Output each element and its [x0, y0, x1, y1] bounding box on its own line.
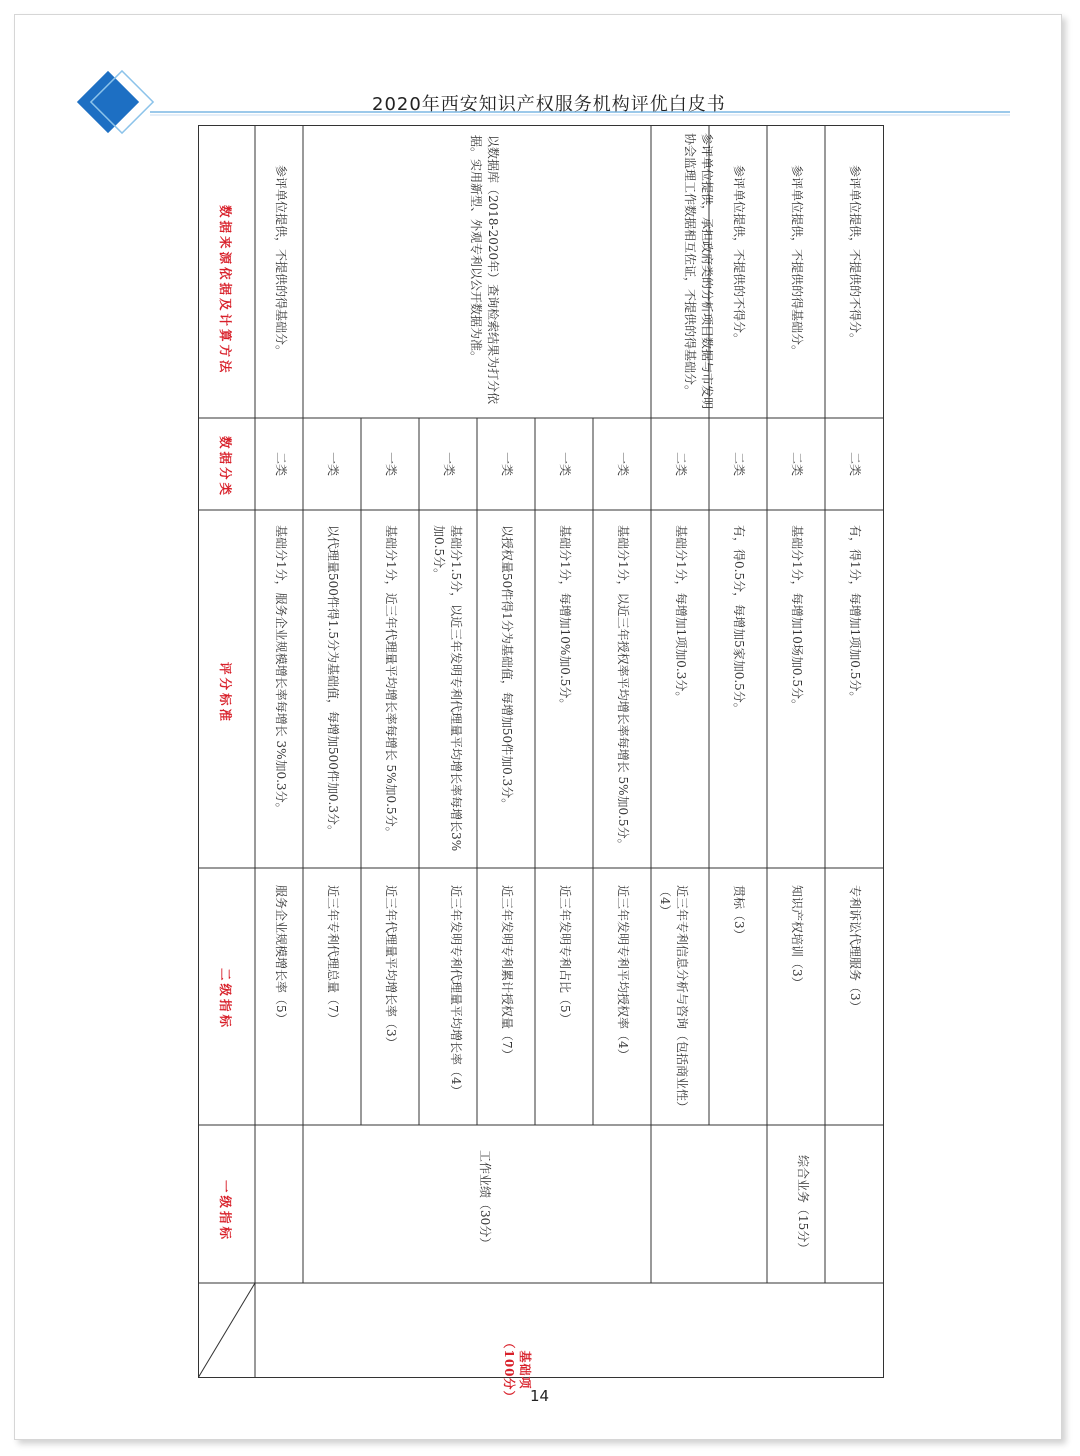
source-note: 参评单位提供，不提供的不得分。 — [848, 165, 862, 346]
row-category: 一类 — [558, 452, 572, 477]
row-category: 一类 — [384, 452, 398, 477]
group-work: 工作业绩（30分） — [478, 1150, 492, 1250]
row-indicator: 服务企业规模增长率（5） — [274, 885, 288, 1025]
row-indicator: 近三年发明专利占比（5） — [558, 885, 572, 1025]
row-indicator: 专利诉讼代理服务（3） — [848, 885, 862, 1013]
row-indicator: 近三年代理量平均增长率（3） — [384, 885, 398, 1049]
row-category: 二类 — [848, 452, 862, 477]
source-note: 参评单位提供，不提供的得基础分。 — [790, 165, 804, 358]
page-number: 14 — [530, 1387, 550, 1405]
row-category: 二类 — [790, 452, 804, 477]
row-indicator: 知识产权培训（3） — [790, 885, 804, 989]
row-criteria: 有，得0.5分，每增加5家加0.5分。 — [732, 525, 746, 715]
row-criteria: 基础分1分，近三年代理量平均增长率每增长 5%加0.5分。 — [384, 525, 398, 839]
row-criteria: 基础分1分，以近三年授权率平均增长率每增长 5%加0.5分。 — [616, 525, 630, 851]
table-grid — [198, 125, 884, 1378]
section-name: 基础项 — [518, 1350, 532, 1390]
row-indicator: 近三年发明专利累计授权量（7） — [500, 885, 514, 1061]
row-category: 一类 — [616, 452, 630, 477]
header-level1-cell — [198, 1125, 255, 1283]
source-note: 参评单位提供，不提供的得基础分。 — [274, 165, 288, 358]
section-cell — [501, 1310, 533, 1430]
row-category: 一类 — [500, 452, 514, 477]
row-category: 一类 — [442, 452, 456, 477]
header-level1: 一级指标 — [218, 1180, 233, 1243]
row-criteria: 基础分1分，每增加1项加0.3分。 — [674, 525, 688, 704]
section-score: （100分） — [502, 1336, 516, 1404]
row-indicator: 近三年专利代理总量（7） — [326, 885, 340, 1025]
blue-diamond-icon — [77, 71, 139, 133]
row-criteria: 基础分1分，服务企业规模增长率每增长 3%加0.3分。 — [274, 525, 288, 815]
document-title: 2020年西安知识产权服务机构评优白皮书 — [372, 94, 726, 115]
row-criteria: 以代理量500件得1.5分为基础值，每增加500件加0.3分。 — [326, 525, 340, 837]
row-criteria: 基础分1.5分，以近三年发明专利代理量平均增长率每增长3%加0.5分。 — [432, 525, 463, 852]
row-indicator: 近三年发明专利代理量平均增长率（4） — [449, 885, 463, 1097]
row-category: 二类 — [274, 452, 288, 477]
header-category-cell — [198, 418, 255, 510]
row-indicator: 近三年专利信息分析与咨询（包括商业性）（4） — [658, 885, 689, 1114]
row-criteria: 基础分1分，每增加10%加0.5分。 — [558, 525, 572, 711]
header-source-cell — [198, 125, 255, 418]
header-level2-cell — [198, 868, 255, 1125]
header-level2: 二级指标 — [218, 968, 233, 1031]
header-criteria-cell — [198, 510, 255, 868]
source-note: 以数据库（2018-2020年）查询检索结果为打分依据。实用新型、外观专利以公开数据为准。 — [469, 135, 500, 405]
row-category: 一类 — [326, 452, 340, 477]
row-criteria: 基础分1分，每增加10场加0.5分。 — [790, 525, 804, 711]
row-criteria: 有，得1分，每增加1项加0.5分。 — [848, 525, 862, 704]
row-indicator: 近三年发明专利平均授权率（4） — [616, 885, 630, 1061]
header-source: 数据来源依据及计算方法 — [218, 205, 233, 376]
source-note: 参评单位提供，承担政府类的分析项目数据与市发明协会监理工作数据相互佐证，不提供的得基础分。 — [683, 133, 714, 410]
header-decoration — [0, 0, 1080, 140]
header-category: 数据分类 — [218, 436, 233, 499]
header-criteria: 评分标准 — [218, 662, 233, 725]
row-indicator: 贯标（3） — [732, 885, 746, 941]
row-criteria: 以授权量50件得1分为基础值，每增加50件加0.3分。 — [500, 525, 514, 811]
row-category: 二类 — [674, 452, 688, 477]
row-category: 二类 — [732, 452, 746, 477]
source-note: 参评单位提供，不提供的不得分。 — [732, 165, 746, 346]
group-comprehensive: 综合业务（15分） — [796, 1155, 810, 1255]
